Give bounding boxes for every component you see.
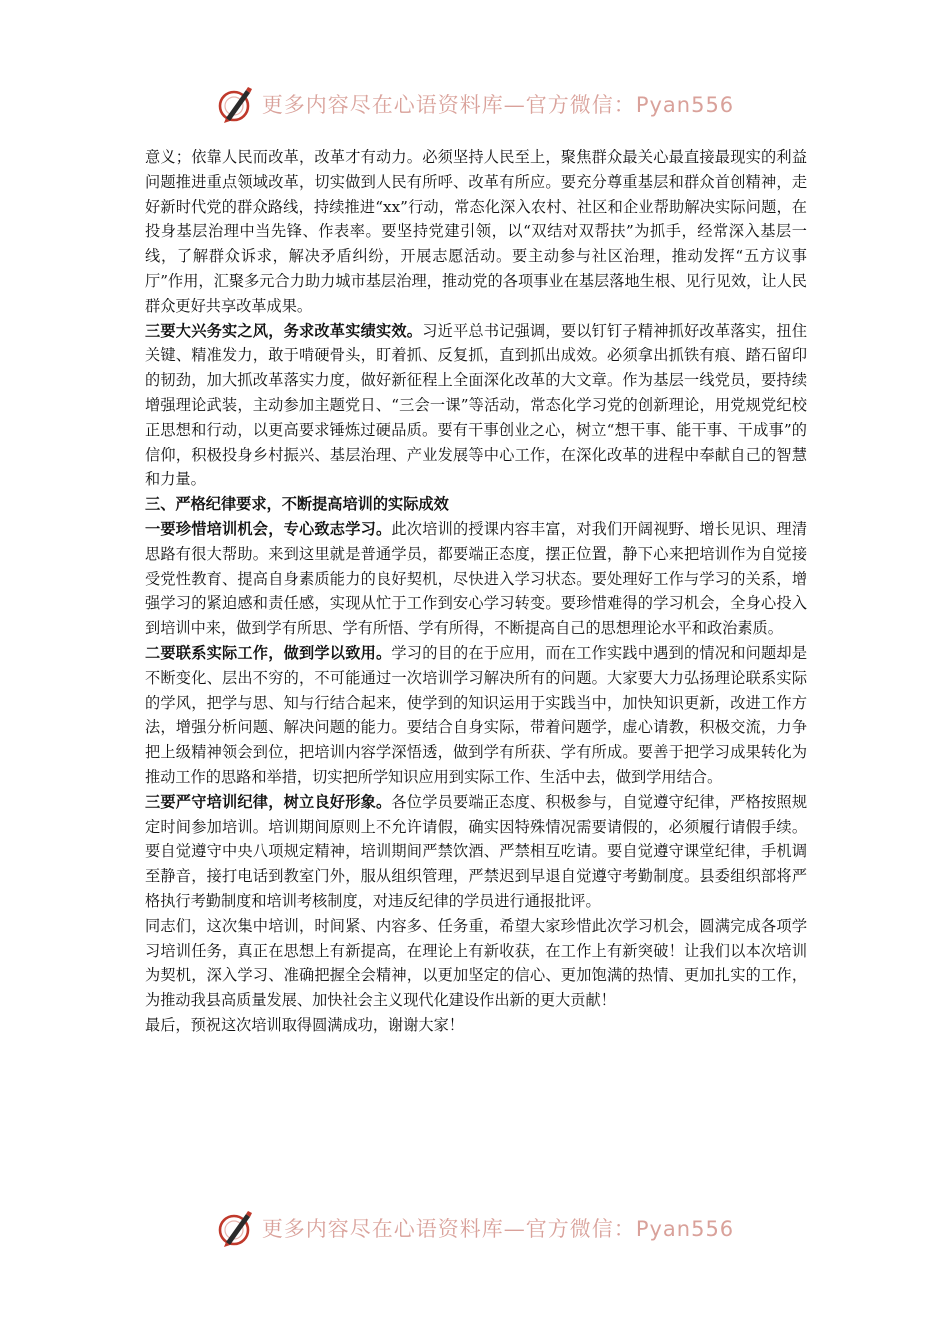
paragraph [145, 790, 807, 914]
paragraph-text: 习近平总书记强调，要以钉钉子精神抓好改革落实，扭住关键、精准发力，敢于啃硬骨头，盯着抓、反复抓，直到抓出成效。必须拿出抓铁有痕、踏石留印的韧劲，加大抓改革落实力度，做好新征程上全面深化改革的大文章。作为基层一线党员，要持续增强理论武装，主动参加主题党日、“三会一课”等活动，常态化学习党的创新理论，用党规党纪校正思想和行动，以更高要求锤炼过硬品质。要有干事创业之心，树立“想干事、能干事、干成事”的信仰，积极投身乡村振兴、基层治理、产业发展等中心工作，在深化改革的进程中奉献自己的智慧和力量。 [145, 321, 808, 489]
paragraph-heading: 二要联系实际工作，做到学以致用。 [145, 643, 392, 662]
paragraph [145, 914, 807, 1013]
paragraph [145, 1013, 807, 1038]
paragraph-heading: 三要大兴务实之风，务求改革实绩实效。 [145, 321, 423, 340]
banner-slogan: 更多内容尽在心语资料库—官方微信： [261, 1217, 636, 1241]
header-watermark-banner [0, 82, 950, 126]
pen-circle-logo-icon [216, 1208, 256, 1248]
paragraph-text: 同志们，这次集中培训，时间紧、内容多、任务重，希望大家珍惜此次学习机会，圆满完成各项学习培训任务，真正在思想上有新提高，在理论上有新收获，在工作上有新突破！让我们以本次培训为契机，深入学习、准确把握全会精神，以更加坚定的信心、更加饱满的热情、更加扎实的工作，为推动我县高质量发展、加快社会主义现代化建设作出新的更大贡献！ [145, 916, 807, 1010]
paragraph [145, 517, 807, 641]
paragraph-heading: 一要珍惜培训机会，专心致志学习。 [145, 519, 392, 538]
section-heading-text: 三、严格纪律要求，不断提高培训的实际成效 [145, 495, 449, 514]
document-body [145, 145, 807, 1038]
paragraph [145, 319, 807, 493]
section-heading [145, 492, 807, 517]
paragraph-text: 意义；依靠人民而改革，改革才有动力。必须坚持人民至上，聚焦群众最关心最直接最现实的利益问题推进重点领域改革，切实做到人民有所呼、改革有所应。要充分尊重基层和群众首创精神，走好新时代党的群众路线，持续推进“xx”行动，常态化深入农村、社区和企业帮助解决实际问题，在投身基层治理中当先锋、作表率。要坚持党建引领，以“双结对双帮扶”为抓手，经常深入基层一线，了解群众诉求，解决矛盾纠纷，开展志愿活动。要主动参与社区治理，推动发挥“五方议事厅”作用，汇聚多元合力助力城市基层治理，推动党的各项事业在基层落地生根、见行见效，让人民群众更好共享改革成果。 [145, 148, 807, 315]
paragraph [145, 641, 807, 790]
banner-text [262, 89, 734, 119]
paragraph-text: 各位学员要端正态度、积极参与，自觉遵守纪律，严格按照规定时间参加培训。培训期间原则上不允许请假，确实因特殊情况需要请假的，必须履行请假手续。要自觉遵守中央八项规定精神，培训期间严禁饮酒、严禁相互吃请。要自觉遵守课堂纪律，手机调至静音，接打电话到教室门外，服从组织管理，严禁迟到早退自觉遵守考勤制度。县委组织部将严格执行考勤制度和培训考核制度，对违反纪律的学员进行通报批评。 [145, 792, 808, 910]
paragraph-text: 学习的目的在于应用，而在工作实践中遇到的情况和问题却是不断变化、层出不穷的，不可能通过一次培训学习解决所有的问题。大家要大力弘扬理论联系实际的学风，把学与思、知与行结合起来，使学到的知识运用于实践当中，加快知识更新，改进工作方法，增强分析问题、解决问题的能力。要结合自身实际，带着问题学，虚心请教，积极交流，力争把上级精神领会到位，把培训内容学深悟透，做到学有所获、学有所成。要善于把学习成果转化为推动工作的思路和举措，切实把所学知识应用到实际工作、生活中去，做到学用结合。 [145, 643, 808, 786]
banner-slogan: 更多内容尽在心语资料库—官方微信： [261, 93, 636, 117]
banner-text [262, 1213, 734, 1243]
banner-wechat-id: Pyan556 [635, 93, 735, 117]
paragraph-heading: 三要严守培训纪律，树立良好形象。 [145, 792, 392, 811]
paragraph-text: 最后，预祝这次培训取得圆满成功，谢谢大家！ [145, 1015, 464, 1034]
pen-circle-logo-icon [216, 84, 256, 124]
paragraph-text: 此次培训的授课内容丰富，对我们开阔视野、增长见识、理清思路有很大帮助。来到这里就是普通学员，都要端正态度，摆正位置，静下心来把培训作为自觉接受党性教育、提高自身素质能力的良好契机，尽快进入学习状态。要处理好工作与学习的关系，增强学习的紧迫感和责任感，实现从忙于工作到安心学习转变。要珍惜难得的学习机会，全身心投入到培训中来，做到学有所思、学有所悟、学有所得，不断提高自己的思想理论水平和政治素质。 [145, 519, 808, 638]
paragraph [145, 145, 807, 319]
footer-watermark-banner [0, 1206, 950, 1250]
banner-wechat-id: Pyan556 [635, 1217, 735, 1241]
